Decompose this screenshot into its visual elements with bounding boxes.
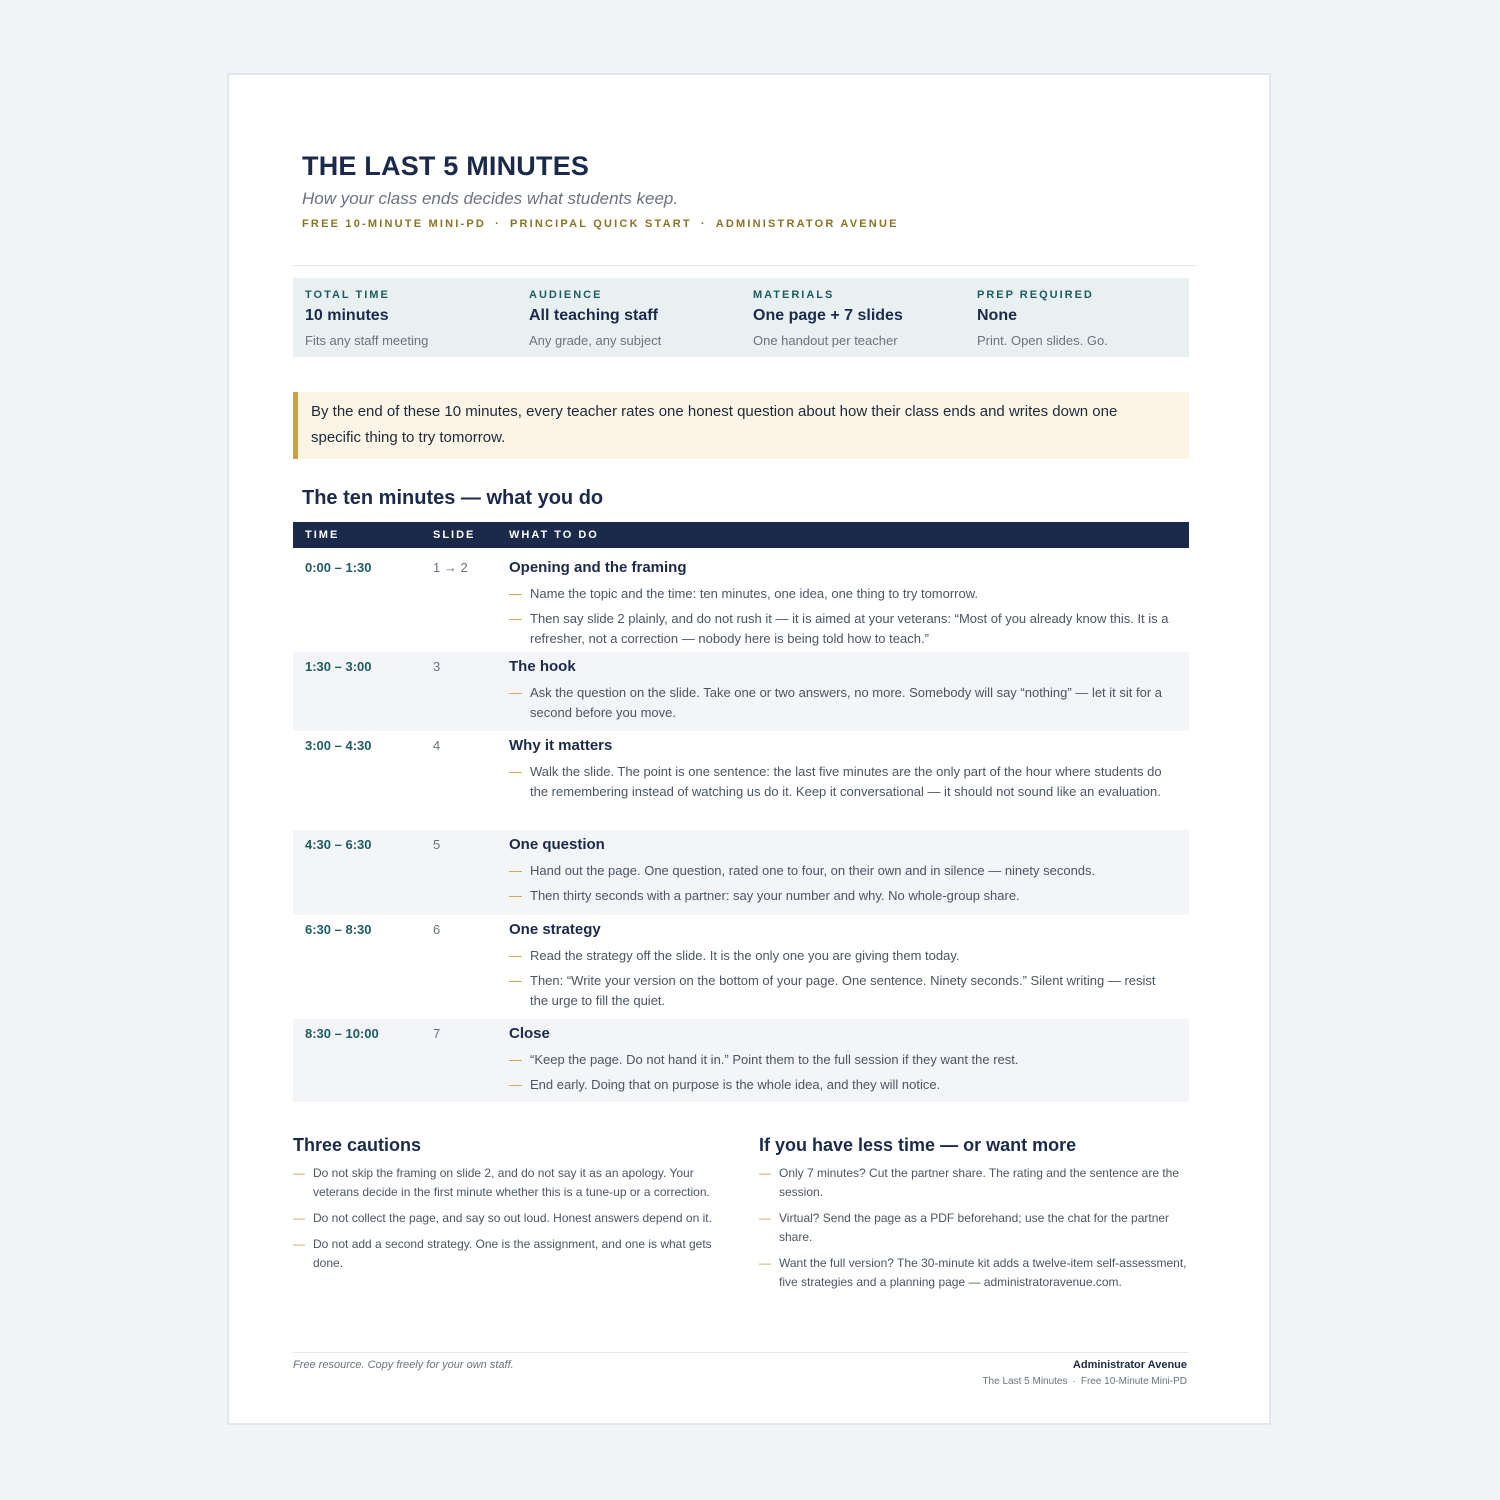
info-value: One page + 7 slides	[753, 307, 903, 324]
step-item	[509, 946, 1174, 966]
dash-marker: —	[293, 1237, 305, 1251]
schedule-heading: The ten minutes — what you do	[302, 487, 604, 509]
option-text: Virtual? Send the page as a PDF beforehand; use the chat for the partner share.	[779, 1211, 1170, 1244]
row-time: 6:30 – 8:30	[305, 922, 372, 937]
step-text: Then say slide 2 plainly, and do not rush it — it is aimed at your veterans: “Most of you already know this. It is a refresher, not a correction — nobody here is being told how to teach.”	[530, 611, 1169, 646]
option-text: Want the full version? The 30-minute kit adds a twelve-item self-assessment, five strategies and a planning page — administratoravenue.com.	[779, 1256, 1187, 1289]
column-header-what: WHAT TO DO	[509, 529, 599, 541]
schedule-row	[293, 652, 1189, 731]
info-prep	[965, 278, 1189, 357]
schedule-row	[293, 915, 1189, 1019]
dash-marker: —	[509, 586, 522, 601]
step-item	[509, 971, 1174, 1011]
info-value: 10 minutes	[305, 307, 389, 324]
dash-marker: —	[759, 1166, 771, 1180]
step-text: “Keep the page. Do not hand it in.” Point them to the full session if they want the rest.	[530, 1052, 1019, 1067]
step-text: Hand out the page. One question, rated one to four, on their own and in silence — ninety seconds.	[530, 863, 1096, 878]
option-item	[759, 1209, 1191, 1247]
page-subtitle: How your class ends decides what students keep.	[302, 189, 679, 208]
footer-divider	[293, 1352, 1189, 1353]
caution-text: Do not add a second strategy. One is the assignment, and one is what gets done.	[313, 1237, 712, 1270]
row-steps	[509, 861, 1174, 911]
info-note: Any grade, any subject	[529, 333, 662, 348]
schedule-table-header	[293, 522, 1189, 548]
info-total-time	[293, 278, 517, 357]
dash-marker: —	[509, 1077, 522, 1092]
row-time: 8:30 – 10:00	[305, 1026, 379, 1041]
caution-item	[293, 1209, 723, 1228]
info-label: PREP REQUIRED	[977, 289, 1094, 301]
column-header-slide: SLIDE	[433, 529, 476, 541]
row-steps	[509, 946, 1174, 1016]
dash-marker: —	[509, 948, 522, 963]
info-audience	[517, 278, 741, 357]
meta-line	[302, 218, 899, 230]
row-title: The hook	[509, 658, 576, 675]
row-time: 4:30 – 6:30	[305, 837, 372, 852]
footer-brand: Administrator Avenue	[1072, 1359, 1187, 1371]
info-strip	[293, 278, 1189, 357]
dash-marker: —	[509, 973, 522, 988]
row-time: 3:00 – 4:30	[305, 738, 372, 753]
option-item	[759, 1164, 1191, 1202]
step-text: Then thirty seconds with a partner: say your number and why. No whole-group share.	[530, 888, 1020, 903]
row-slide: 1 → 2	[433, 560, 468, 575]
separator-dot: ·	[700, 218, 707, 230]
schedule-row	[293, 830, 1189, 915]
step-text: Ask the question on the slide. Take one or two answers, no more. Somebody will say “nothing” — let it sit for a second before you move.	[530, 685, 1163, 720]
row-slide: 6	[433, 922, 441, 937]
schedule-row	[293, 1019, 1189, 1102]
dash-marker: —	[509, 1052, 522, 1067]
caution-text: Do not skip the framing on slide 2, and do not say it as an apology. Your veterans decide in the first minute whether this is a tune-up or a correction.	[313, 1166, 710, 1199]
row-title: Close	[509, 1025, 550, 1042]
dash-marker: —	[759, 1256, 771, 1270]
meta-item: PRINCIPAL QUICK START	[509, 218, 692, 230]
step-item	[509, 861, 1174, 881]
option-item	[759, 1254, 1191, 1292]
row-slide: 7	[433, 1026, 441, 1041]
row-title: One strategy	[509, 921, 601, 938]
row-steps	[509, 762, 1174, 807]
step-item	[509, 762, 1174, 802]
options-section	[759, 1135, 1191, 1299]
options-heading: If you have less time — or want more	[759, 1135, 1077, 1155]
row-title: Opening and the framing	[509, 559, 687, 576]
step-text: Walk the slide. The point is one sentence: the last five minutes are the only part of the hour where students do the remembering instead of watching us do it. Keep it conversational — it should not sound like an evaluation.	[530, 764, 1162, 799]
footer-note: Free resource. Copy freely for your own staff.	[293, 1359, 514, 1371]
info-label: TOTAL TIME	[305, 289, 390, 301]
footer-subline	[982, 1376, 1187, 1387]
goal-callout	[293, 392, 1189, 459]
info-note: One handout per teacher	[753, 333, 898, 348]
options-list	[759, 1164, 1191, 1292]
step-text: End early. Doing that on purpose is the whole idea, and they will notice.	[530, 1077, 941, 1092]
callout-text: By the end of these 10 minutes, every teacher rates one honest question about how their class ends and writes down one specific thing to try tomorrow.	[311, 403, 1118, 446]
info-materials	[741, 278, 965, 357]
row-steps	[509, 683, 1174, 728]
info-note: Fits any staff meeting	[305, 333, 429, 348]
caution-item	[293, 1235, 723, 1273]
separator-dot: ·	[1072, 1376, 1076, 1387]
dash-marker: —	[509, 863, 522, 878]
dash-marker: —	[509, 611, 522, 626]
info-label: AUDIENCE	[529, 289, 603, 301]
row-time: 1:30 – 3:00	[305, 659, 372, 674]
caution-item	[293, 1164, 723, 1202]
info-value: None	[977, 307, 1017, 324]
step-item	[509, 1050, 1174, 1070]
option-text: Only 7 minutes? Cut the partner share. The rating and the sentence are the session.	[779, 1166, 1180, 1199]
meta-item: ADMINISTRATOR AVENUE	[715, 218, 899, 230]
dash-marker: —	[759, 1211, 771, 1225]
dash-marker: —	[509, 685, 522, 700]
row-title: Why it matters	[509, 737, 613, 754]
divider	[293, 265, 1197, 266]
column-header-time: TIME	[305, 529, 340, 541]
meta-item: FREE 10-MINUTE MINI-PD	[302, 218, 487, 230]
step-text: Then: “Write your version on the bottom of your page. One sentence. Ninety seconds.” Silent writing — resist the urge to fill the quiet.	[530, 973, 1156, 1008]
schedule-row	[293, 548, 1189, 652]
row-steps	[509, 584, 1174, 654]
info-note: Print. Open slides. Go.	[977, 333, 1108, 348]
cautions-section	[293, 1135, 723, 1280]
cautions-heading: Three cautions	[293, 1135, 422, 1155]
step-item	[509, 584, 1174, 604]
row-title: One question	[509, 836, 605, 853]
dash-marker: —	[293, 1166, 305, 1180]
footer-doc-title: The Last 5 Minutes	[982, 1376, 1068, 1387]
row-steps	[509, 1050, 1174, 1100]
step-text: Name the topic and the time: ten minutes, one idea, one thing to try tomorrow.	[530, 586, 979, 601]
row-slide: 3	[433, 659, 441, 674]
dash-marker: —	[293, 1211, 305, 1225]
step-item	[509, 609, 1174, 649]
cautions-list	[293, 1164, 723, 1273]
dash-marker: —	[509, 888, 522, 903]
step-item	[509, 1075, 1174, 1095]
handout-page	[227, 73, 1271, 1425]
step-item	[509, 683, 1174, 723]
separator-dot: ·	[495, 218, 501, 230]
footer-doc-type: Free 10-Minute Mini-PD	[1080, 1376, 1187, 1387]
step-text: Read the strategy off the slide. It is the only one you are giving them today.	[530, 948, 960, 963]
info-label: MATERIALS	[753, 289, 835, 301]
dash-marker: —	[509, 764, 522, 779]
row-time: 0:00 – 1:30	[305, 560, 372, 575]
schedule-row	[293, 731, 1189, 830]
info-value: All teaching staff	[529, 307, 658, 324]
page-title: THE LAST 5 MINUTES	[302, 151, 590, 181]
row-slide: 4	[433, 738, 441, 753]
row-slide: 5	[433, 837, 441, 852]
caution-text: Do not collect the page, and say so out loud. Honest answers depend on it.	[313, 1211, 712, 1225]
step-item	[509, 886, 1174, 906]
